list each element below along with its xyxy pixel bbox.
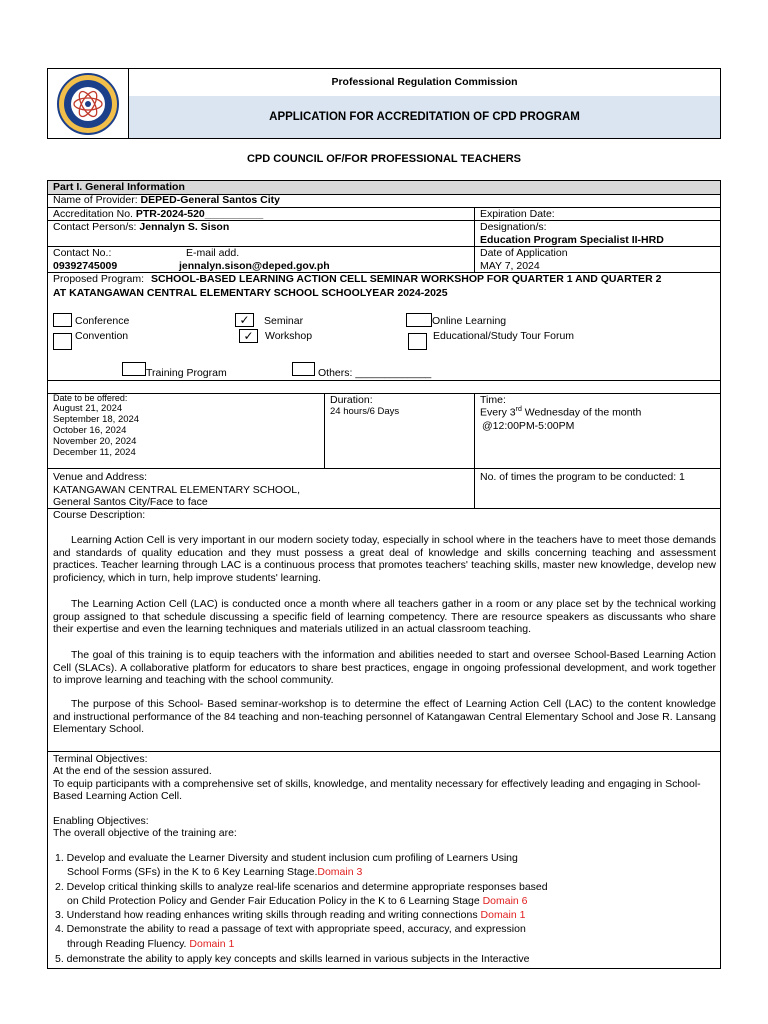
accreditation-number: PTR-2024-520: [135, 208, 205, 220]
venue-label: Venue and Address:: [53, 471, 147, 483]
designation-value: Education Program Specialist II-HRD: [480, 234, 664, 246]
part-title: Part I. General Information: [53, 181, 185, 193]
online-learning-checkbox[interactable]: [406, 313, 432, 327]
training-program-checkbox[interactable]: [122, 362, 146, 376]
terminal-line2: Based Learning Action Cell.: [53, 790, 182, 802]
objective-1-domain: Domain 3: [317, 866, 363, 878]
accreditation-label: Accreditation No.: [53, 208, 133, 220]
objective-5-line1: 5. demonstrate the ability to apply key concepts and skills learned in various subjects in the Interactive: [55, 953, 530, 965]
course-paragraph-2: The Learning Action Cell (LAC) is conducted once a month where all teachers gather in a room or any place set by the technical working group assigned to that schedule discussing a specific field of learning competency. There are resource speakers as discussants who share their expertise and even the learning techniques and materials utilized in an actual classroom teaching.: [53, 598, 716, 635]
proposed-program-label: Proposed Program:: [53, 273, 145, 285]
workshop-label: Workshop: [265, 330, 313, 342]
terminal-objectives-label: Terminal Objectives:: [53, 753, 148, 765]
objective-2-domain: Domain 6: [482, 895, 528, 907]
enabling-objectives-label: Enabling Objectives:: [53, 815, 149, 827]
time-label: Time:: [480, 394, 506, 406]
provider-row: [53, 194, 280, 206]
date-5: December 11, 2024: [53, 447, 136, 458]
time-range: @12:00PM-5:00PM: [482, 420, 575, 432]
course-paragraph-3: The goal of this training is to equip teachers with the information and abilities needed to start and oversee School-Based Learning Action Cell (SLACs). A collaborative platform for educators to share best practices, engage in ongoing professional development, and work together to improve learning and teaching with the school community.: [53, 649, 716, 686]
seminar-check-mark: ✓: [239, 313, 250, 327]
application-form: [47, 180, 721, 969]
contact-no-label: Contact No.:: [53, 247, 112, 259]
training-program-label: Training Program: [146, 367, 227, 379]
enabling-intro: The overall objective of the training are:: [53, 827, 237, 839]
time-pre: Every 3: [480, 406, 516, 419]
online-learning-label: Online Learning: [432, 315, 507, 327]
objective-2-text: on Child Protection Policy and Gender Fair Education Policy in the K to 6 Learning Stage: [67, 895, 483, 907]
objective-1-line2: [67, 865, 362, 879]
program-title-line2: AT KATANGAWAN CENTRAL ELEMENTARY SCHOOL SCHOOLYEAR 2024-2025: [53, 287, 448, 299]
study-tour-checkbox[interactable]: [408, 333, 427, 350]
prc-seal-logo: [52, 73, 124, 135]
date-2: September 18, 2024: [53, 414, 140, 425]
objective-4-line2: [67, 937, 234, 951]
accreditation-blank: __________: [204, 208, 264, 220]
accreditation-row: [53, 208, 263, 220]
duration-value: 24 hours/6 Days: [330, 406, 400, 417]
objective-4-domain: Domain 1: [189, 938, 235, 950]
objective-3-text: 3. Understand how reading enhances writing skills through reading and writing connections: [55, 909, 481, 921]
venue-line1: KATANGAWAN CENTRAL ELEMENTARY SCHOOL,: [53, 484, 300, 496]
objective-2-line2: [67, 894, 528, 908]
contact-person-value: Jennalyn S. Sison: [139, 221, 230, 233]
designation-label: Designation/s:: [480, 221, 547, 233]
provider-value: DEPED-General Santos City: [140, 194, 280, 206]
time-post: Wednesday of the month: [521, 406, 642, 419]
terminal-intro: At the end of the session assured.: [53, 765, 212, 777]
proposed-program-row: [53, 273, 661, 285]
expiration-label: Expiration Date:: [480, 208, 555, 220]
duration-label: Duration:: [330, 394, 373, 406]
convention-checkbox[interactable]: [53, 333, 72, 350]
time-sup: rd: [515, 406, 522, 413]
seminar-checkbox[interactable]: [235, 313, 254, 327]
objective-4-text: through Reading Fluency.: [67, 938, 190, 950]
date-application-label: Date of Application: [480, 247, 568, 259]
dates-label: Date to be offered:: [53, 393, 128, 403]
times-conducted: No. of times the program to be conducted: 1: [480, 471, 685, 483]
contact-no-value: 09392745009: [53, 260, 118, 272]
course-description-label: Course Description:: [53, 509, 146, 521]
email-value: jennalyn.sison@deped.gov.ph: [179, 260, 330, 272]
course-paragraph-1: Learning Action Cell is very important in our modern society today, especially in school where in the teachers have to meet those demands and standards of quality education and they must possess a great deal of knowledge and skills concerning teaching and assessment practices. Teacher learning through LAC is a continuous process that promotes teachers' teaching skills, master new knowledge, develop new proficiency, which in turn, help improve students' learning.: [53, 534, 716, 584]
org-name: Professional Regulation Commission: [128, 69, 720, 97]
terminal-line1: To equip participants with a comprehensive set of skills, knowledge, and mentality necessary for effectively leading and engaging in School-: [53, 778, 701, 790]
objective-3-domain: Domain 1: [480, 909, 526, 921]
objective-3: [55, 908, 525, 922]
study-tour-label: Educational/Study Tour Forum: [433, 330, 575, 342]
workshop-checkbox[interactable]: [239, 329, 258, 343]
conference-label: Conference: [75, 315, 130, 327]
contact-person-row: [53, 221, 229, 233]
date-application-value: MAY 7, 2024: [480, 260, 540, 272]
workshop-check-mark: ✓: [243, 329, 254, 343]
form-header: [47, 68, 721, 139]
others-label: Others: _____________: [318, 367, 432, 379]
venue-line2: General Santos City/Face to face: [53, 496, 208, 508]
program-title-line1: SCHOOL-BASED LEARNING ACTION CELL SEMINAR WORKSHOP FOR QUARTER 1 AND QUARTER 2: [150, 273, 662, 285]
date-4: November 20, 2024: [53, 436, 137, 447]
seminar-label: Seminar: [264, 315, 304, 327]
convention-label: Convention: [75, 330, 129, 342]
provider-label: Name of Provider:: [53, 194, 138, 206]
date-1: August 21, 2024: [53, 403, 123, 414]
email-label: E-mail add.: [186, 247, 240, 259]
objective-1-text: School Forms (SFs) in the K to 6 Key Learning Stage.: [67, 866, 318, 878]
conference-checkbox[interactable]: [53, 313, 72, 327]
others-checkbox[interactable]: [292, 362, 315, 376]
course-paragraph-4: The purpose of this School- Based seminar-workshop is to determine the effect of Learning Action Cell (LAC) to the content knowledge and instructional performance of the 84 teaching and non-teaching personnel of Katangawan Central Elementary School and Jose R. Lansang Elementary School.: [53, 698, 716, 735]
date-3: October 16, 2024: [53, 425, 127, 436]
objective-2-line1: 2. Develop critical thinking skills to analyze real-life scenarios and determine appropriate responses based: [55, 881, 548, 893]
time-schedule: [480, 406, 641, 419]
objective-4-line1: 4. Demonstrate the ability to read a passage of text with appropriate speed, accuracy, and expression: [55, 923, 526, 935]
council-title: CPD COUNCIL OF/FOR PROFESSIONAL TEACHERS: [246, 153, 521, 165]
form-title: APPLICATION FOR ACCREDITATION OF CPD PROGRAM: [128, 96, 720, 138]
contact-person-label: Contact Person/s:: [53, 221, 137, 233]
objective-1-line1: 1. Develop and evaluate the Learner Diversity and student inclusion cum profiling of Learners Using: [55, 852, 518, 864]
